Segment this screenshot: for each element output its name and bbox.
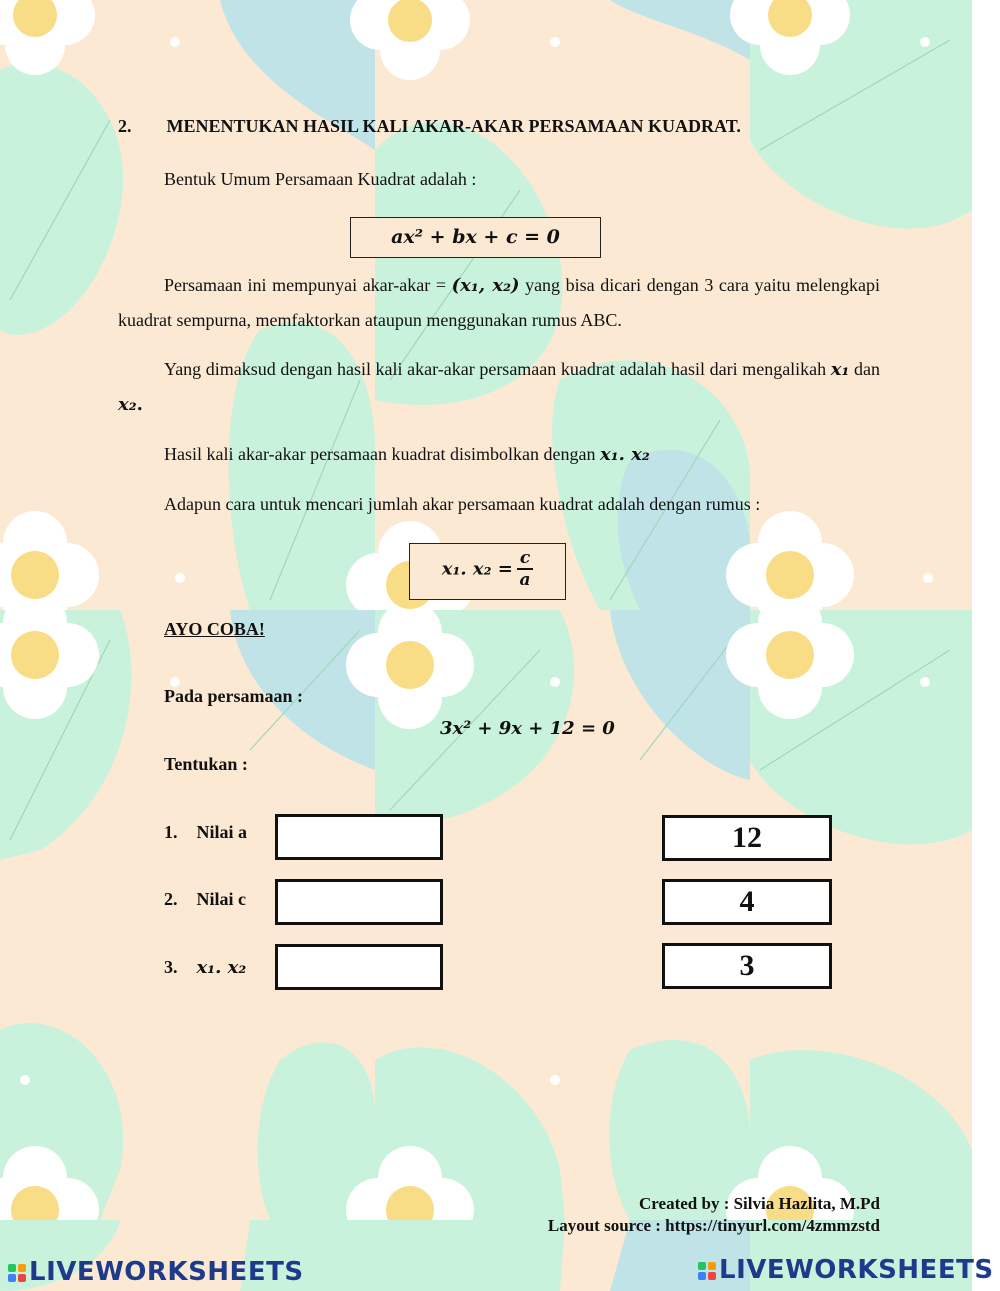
answer-drop-zone-1[interactable] (275, 814, 443, 860)
x2-symbol: x₂ (118, 394, 137, 415)
brand-name: LIVEWORKSHEETS (719, 1255, 994, 1285)
question-3 (164, 957, 246, 978)
liveworksheets-logo-icon (8, 1264, 26, 1282)
x1-symbol: x₁ (830, 359, 850, 380)
credits (548, 1193, 880, 1237)
question-2 (164, 889, 246, 910)
product-definition-paragraph (118, 352, 880, 422)
product-formula-box (409, 543, 566, 600)
section-title: MENENTUKAN HASIL KALI AKAR-AKAR PERSAMAAN KUADRAT. (166, 116, 741, 136)
product-symbol-text: Hasil kali akar-akar persamaan kuadrat disimbolkan dengan (164, 444, 600, 464)
roots-paragraph-text-2: yang bisa dicari dengan 3 cara yaitu melengkapi kuadrat sempurna, memfaktorkan ataupun menggunakan rumus ABC. (118, 275, 880, 330)
answer-option-3[interactable]: 3 (662, 943, 832, 989)
task-label: Tentukan : (164, 754, 248, 774)
formula-lhs: x₁. x₂ = (441, 558, 513, 580)
roots-symbol: (x₁, x₂) (451, 275, 520, 296)
section-number: 2. (118, 116, 132, 136)
question-label: Nilai c (196, 889, 246, 909)
exercise-heading: AYO COBA! (164, 619, 265, 639)
question-label: x₁. x₂ (196, 957, 247, 978)
intro-line: Bentuk Umum Persamaan Kuadrat adalah : (164, 169, 477, 189)
general-form-equation: ax² + bx + c = 0 (391, 226, 560, 248)
question-label: Nilai a (196, 822, 248, 842)
answer-option-12[interactable]: 12 (662, 815, 832, 861)
definition-end: . (136, 394, 143, 415)
definition-text: Yang dimaksud dengan hasil kali akar-akar persamaan kuadrat adalah hasil dari mengalikah (164, 359, 831, 379)
created-by: Created by : Silvia Hazlita, M.Pd (639, 1194, 880, 1213)
liveworksheets-logo-right (698, 1255, 994, 1285)
answer-drop-zone-2[interactable] (275, 879, 443, 925)
given-label: Pada persamaan : (164, 686, 303, 706)
general-form-box (350, 217, 601, 258)
roots-paragraph (118, 268, 880, 337)
roots-paragraph-text: Persamaan ini mempunyai akar-akar = (164, 275, 452, 295)
section-heading (118, 116, 741, 137)
question-number: 2. (164, 889, 178, 909)
answer-option-4[interactable]: 4 (662, 879, 832, 925)
question-number: 3. (164, 957, 178, 977)
product-symbol-line (164, 437, 650, 472)
formula-numerator: c (517, 548, 533, 570)
given-equation: 3x² + 9x + 12 = 0 (440, 718, 615, 739)
liveworksheets-logo-icon (698, 1262, 716, 1280)
layout-source: Layout source : https://tinyurl.com/4zmmzstd (547, 1216, 880, 1235)
brand-name: LIVEWORKSHEETS (29, 1257, 304, 1287)
formula-fraction (517, 548, 533, 590)
formula-denominator: a (519, 570, 531, 590)
liveworksheets-logo-left (8, 1257, 304, 1287)
question-1 (164, 822, 247, 843)
question-number: 1. (164, 822, 178, 842)
answer-drop-zone-3[interactable] (275, 944, 443, 990)
definition-and: dan (849, 359, 880, 379)
product-symbol: x₁. x₂ (599, 444, 650, 465)
formula-intro-line: Adapun cara untuk mencari jumlah akar persamaan kuadrat adalah dengan rumus : (164, 494, 761, 514)
